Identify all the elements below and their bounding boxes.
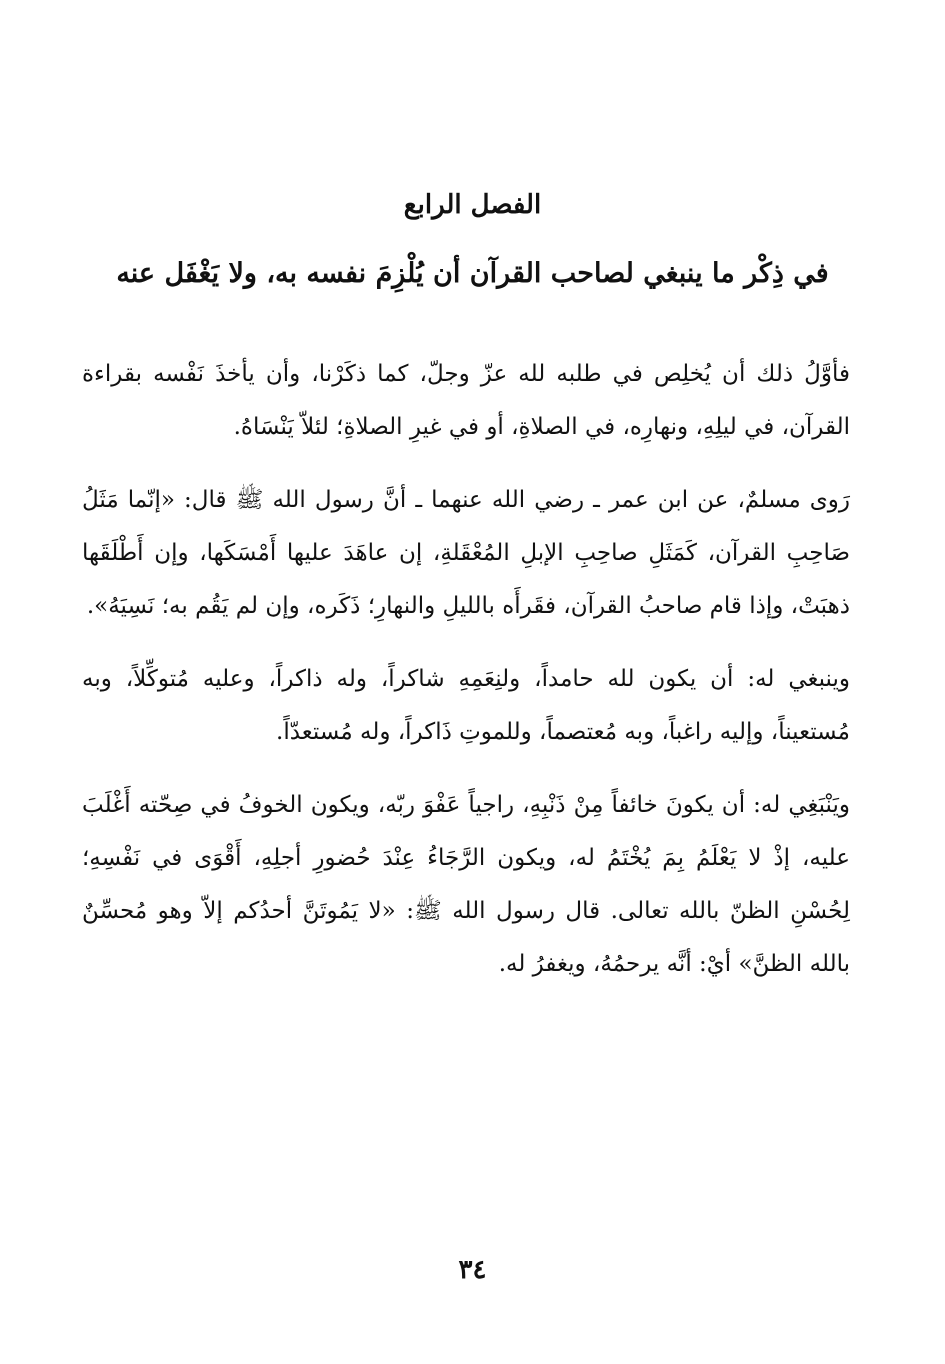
chapter-title: الفصل الرابع (403, 190, 542, 220)
paragraph: وينبغي له: أن يكون لله حامداً، ولنِعَمِهِ شاكراً، وله ذاكراً، وعليه مُتوكِّلاً، وبه مُستعيناً، وإليه راغباً، وبه مُعتصماً، وللموتِ ذَاكراً، وله مُستعدّاً. (82, 666, 850, 745)
paragraph: فأوَّلُ ذلك أن يُخلِص في طلبه لله عزّ وجلّ، كما ذكَرْنا، وأن يأخذَ نَفْسه بقراءة القرآن، في ليلِهِ، ونهارِه، في الصلاةِ، أو في غيرِ الصلاةِ؛ لئلاّ يَنْسَاهُ. (82, 361, 850, 440)
chapter-subtitle: في ذِكْر ما ينبغي لصاحب القرآن أن يُلْزِمَ نفسه به، ولا يَغْفَل عنه (116, 258, 829, 289)
page-number: ٣٤ (458, 1255, 487, 1285)
paragraph: ويَنْبَغِي له: أن يكونَ خائفاً مِنْ ذَنْبِهِ، راجياً عَفْوَ ربّه، ويكون الخوفُ في صِحّته أَغْلَبَ عليه، إذْ لا يَعْلَمُ بِمَ يُخْتَمُ له، ويكون الرَّجَاءُ عِنْدَ حُضورِ أجلِهِ، أَقْوَى في نَفْسِهِ؛ لِحُسْنِ الظنّ بالله تعالى. قال رسول الله ﷺ: «لا يَمُوتَنَّ أحدُكم إلاّ وهو مُحسِّنٌ بالله الظنَّ» أيْ: أنَّه يرحمُهُ، ويغفرُ له. (82, 792, 850, 977)
paragraph: رَوى مسلمٌ، عن ابن عمر ـ رضي الله عنهما ـ أنَّ رسول الله ﷺ قال: «إنّما مَثَلُ صَاحِبِ القرآن، كَمَثَلِ صاحِبِ الإبلِ المُعْقَلةِ، إن عاهَدَ عليها أَمْسَكَها، وإن أَطْلَقَها ذهبَتْ، وإذا قام صاحبُ القرآن، فقَرأَه بالليلِ والنهارِ؛ ذَكَره، وإن لم يَقُم به؛ نَسِيَهُ». (82, 487, 850, 619)
body-text (82, 348, 850, 1011)
